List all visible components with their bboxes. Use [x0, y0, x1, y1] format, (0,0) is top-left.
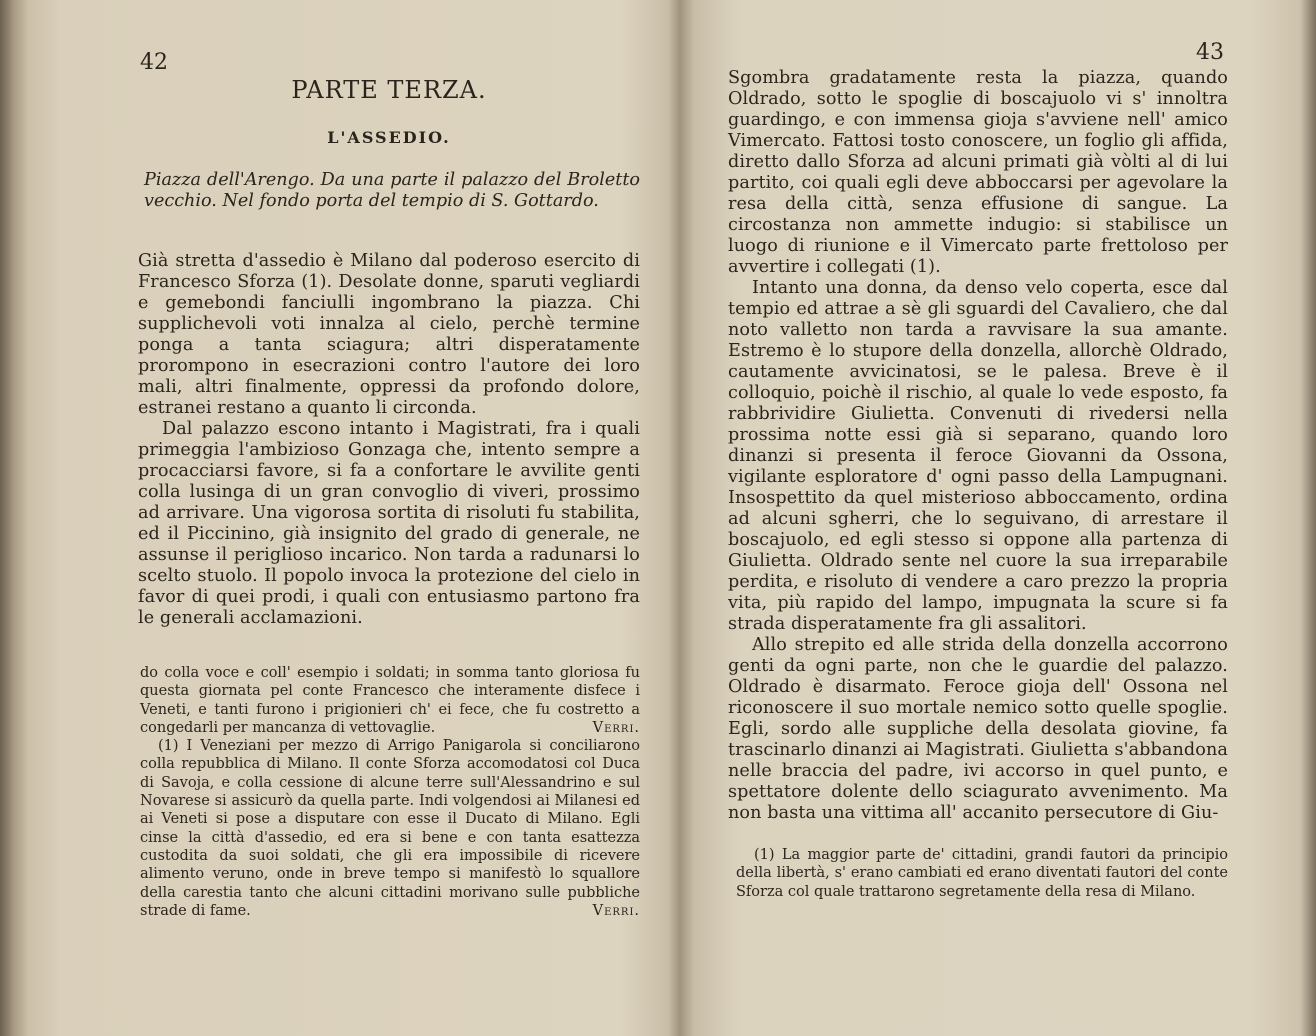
paragraph: Sgombra gradatamente resta la piazza, quando Oldrado, sotto le spoglie di boscajuolo vi s' innoltra guardingo, e con immensa gioja s'avviene nell' amico Vimercato. Fattosi tosto conoscere, un foglio gli affida, diretto dallo Sforza ad alcuni primati già vòlti al di lui partito, coi quali egli deve abboccarsi per agevolare la resa della città, senza effusione di sangue. La circostanza non ammette indugio: si stabilisce un luogo di riunione e il Vimercato parte frettoloso per avvertire i collegati (1).	[728, 68, 1228, 277]
footnote: (1) I Veneziani per mezzo di Arrigo Panigarola si conciliarono colla repubblica di Milano. Il conte Sforza accomodatosi col Duca di Savoja, e colla cessione di alcune terre sull'Alessandrino e sul Novarese si assicurò da quella parte. Indi volgendosi ai Milanesi ed ai Veneti si pose a disputare con esse il Ducato di Milano. Egli cinse la città d'assedio, ed era si bene e con tanta esattezza custodita da suoi soldati, che gli era impossibile di ricevere alimento veruno, onde in breve tempo si manifestò lo squallore della carestia tanto che alcuni cittadini morivano sulle pubbliche strade di fame. Verri.	[140, 738, 640, 919]
body-text	[728, 68, 1228, 824]
footnotes	[736, 846, 1228, 901]
footnote-signature: Verri.	[592, 902, 640, 919]
scene-description: Piazza dell'Arengo. Da una parte il palazzo del Broletto vecchio. Nel fondo porta del tempio di S. Gottardo.	[144, 170, 640, 211]
footnote: (1) La maggior parte de' cittadini, grandi fautori da principio della libertà, s' erano cambiati ed erano diventati fautori del conte Sforza col quale trattarono segretamente della resa di Milano.	[736, 847, 1228, 900]
paragraph: Già stretta d'assedio è Milano dal poderoso esercito di Francesco Sforza (1). Desolate donne, sparuti vegliardi e gemebondi fanciulli ingombrano la piazza. Chi supplichevoli voti innalza al cielo, perchè termine ponga a tanta sciagura; altri disperatamente prorompono in esecrazioni contro l'autore dei loro mali, altri finalmente, oppressi da profondo dolore, estranei restano a quanto li circonda.	[138, 251, 640, 418]
footnote-continuation: do colla voce e coll' esempio i soldati; in somma tanto gloriosa fu questa giornata pel conte Francesco che interamente disfece i Veneti, e tanti furono i prigionieri ch' ei fece, che fu costretto a congedarli per mancanza di vettovaglie. Verri.	[140, 665, 640, 736]
paragraph: Intanto una donna, da denso velo coperta, esce dal tempio ed attrae a sè gli sguardi del Cavaliero, che dal noto valletto non tarda a ravvisare la sua amante. Estremo è lo stupore della donzella, allorchè Oldrado, cautamente avvicinatosi, se le palesa. Breve è il colloquio, poichè il rischio, al quale lo vede esposto, fa rabbrividire Giulietta. Convenuti di rivedersi nella prossima notte essi già si separano, quando loro dinanzi si presenta il feroce Giovanni da Ossona, vigilante esploratore d' ogni passo della Lampugnani. Insospettito da quel misterioso abboccamento, ordina ad alcuni sgherri, che lo seguivano, di arrestare il boscajuolo, ed egli stesso si oppone alla partenza di Giulietta. Oldrado sente nel cuore la sua irreparabile perdita, e risoluto di vendere a caro prezzo la propria vita, più rapido del lampo, impugnata la scure si fa strada disperatamente fra gli assalitori.	[728, 278, 1228, 634]
chapter-title: PARTE TERZA.	[291, 76, 487, 104]
paragraph: Allo strepito ed alle strida della donzella accorrono genti da ogni parte, non che le guardie del palazzo. Oldrado è disarmato. Feroce gioja dell' Ossona nel riconoscere il suo mortale nemico sotto quelle spoglie. Egli, sordo alle suppliche della desolata giovine, fa trascinarlo dinanzi ai Magistrati. Giulietta s'abbandona nelle braccia del padre, ivi accorso in quel punto, e spettatore dolente dello sciagurato avvenimento. Ma non basta una vittima all' accanito persecutore di Giu-	[728, 635, 1228, 823]
page-number: 43	[1196, 40, 1224, 65]
footnote-signature: Verri.	[592, 719, 640, 736]
body-text	[138, 251, 640, 629]
right-page	[676, 0, 1316, 1036]
chapter-subtitle: L'ASSEDIO.	[327, 128, 451, 147]
page-number: 42	[140, 50, 168, 75]
footnotes	[140, 664, 640, 920]
paragraph: Dal palazzo escono intanto i Magistrati, fra i quali primeggia l'ambizioso Gonzaga che, intento sempre a procacciarsi favore, si fa a confortare le avvilite genti colla lusinga di un gran convoglio di viveri, prossimo ad arrivare. Una vigorosa sortita di risoluti fu stabilita, ed il Piccinino, già insignito del grado di generale, ne assunse il periglioso incarico. Non tarda a radunarsi lo scelto stuolo. Il popolo invoca la protezione del cielo in favor di quei prodi, i quali con entusiasmo partono fra le generali acclamazioni.	[138, 419, 640, 628]
